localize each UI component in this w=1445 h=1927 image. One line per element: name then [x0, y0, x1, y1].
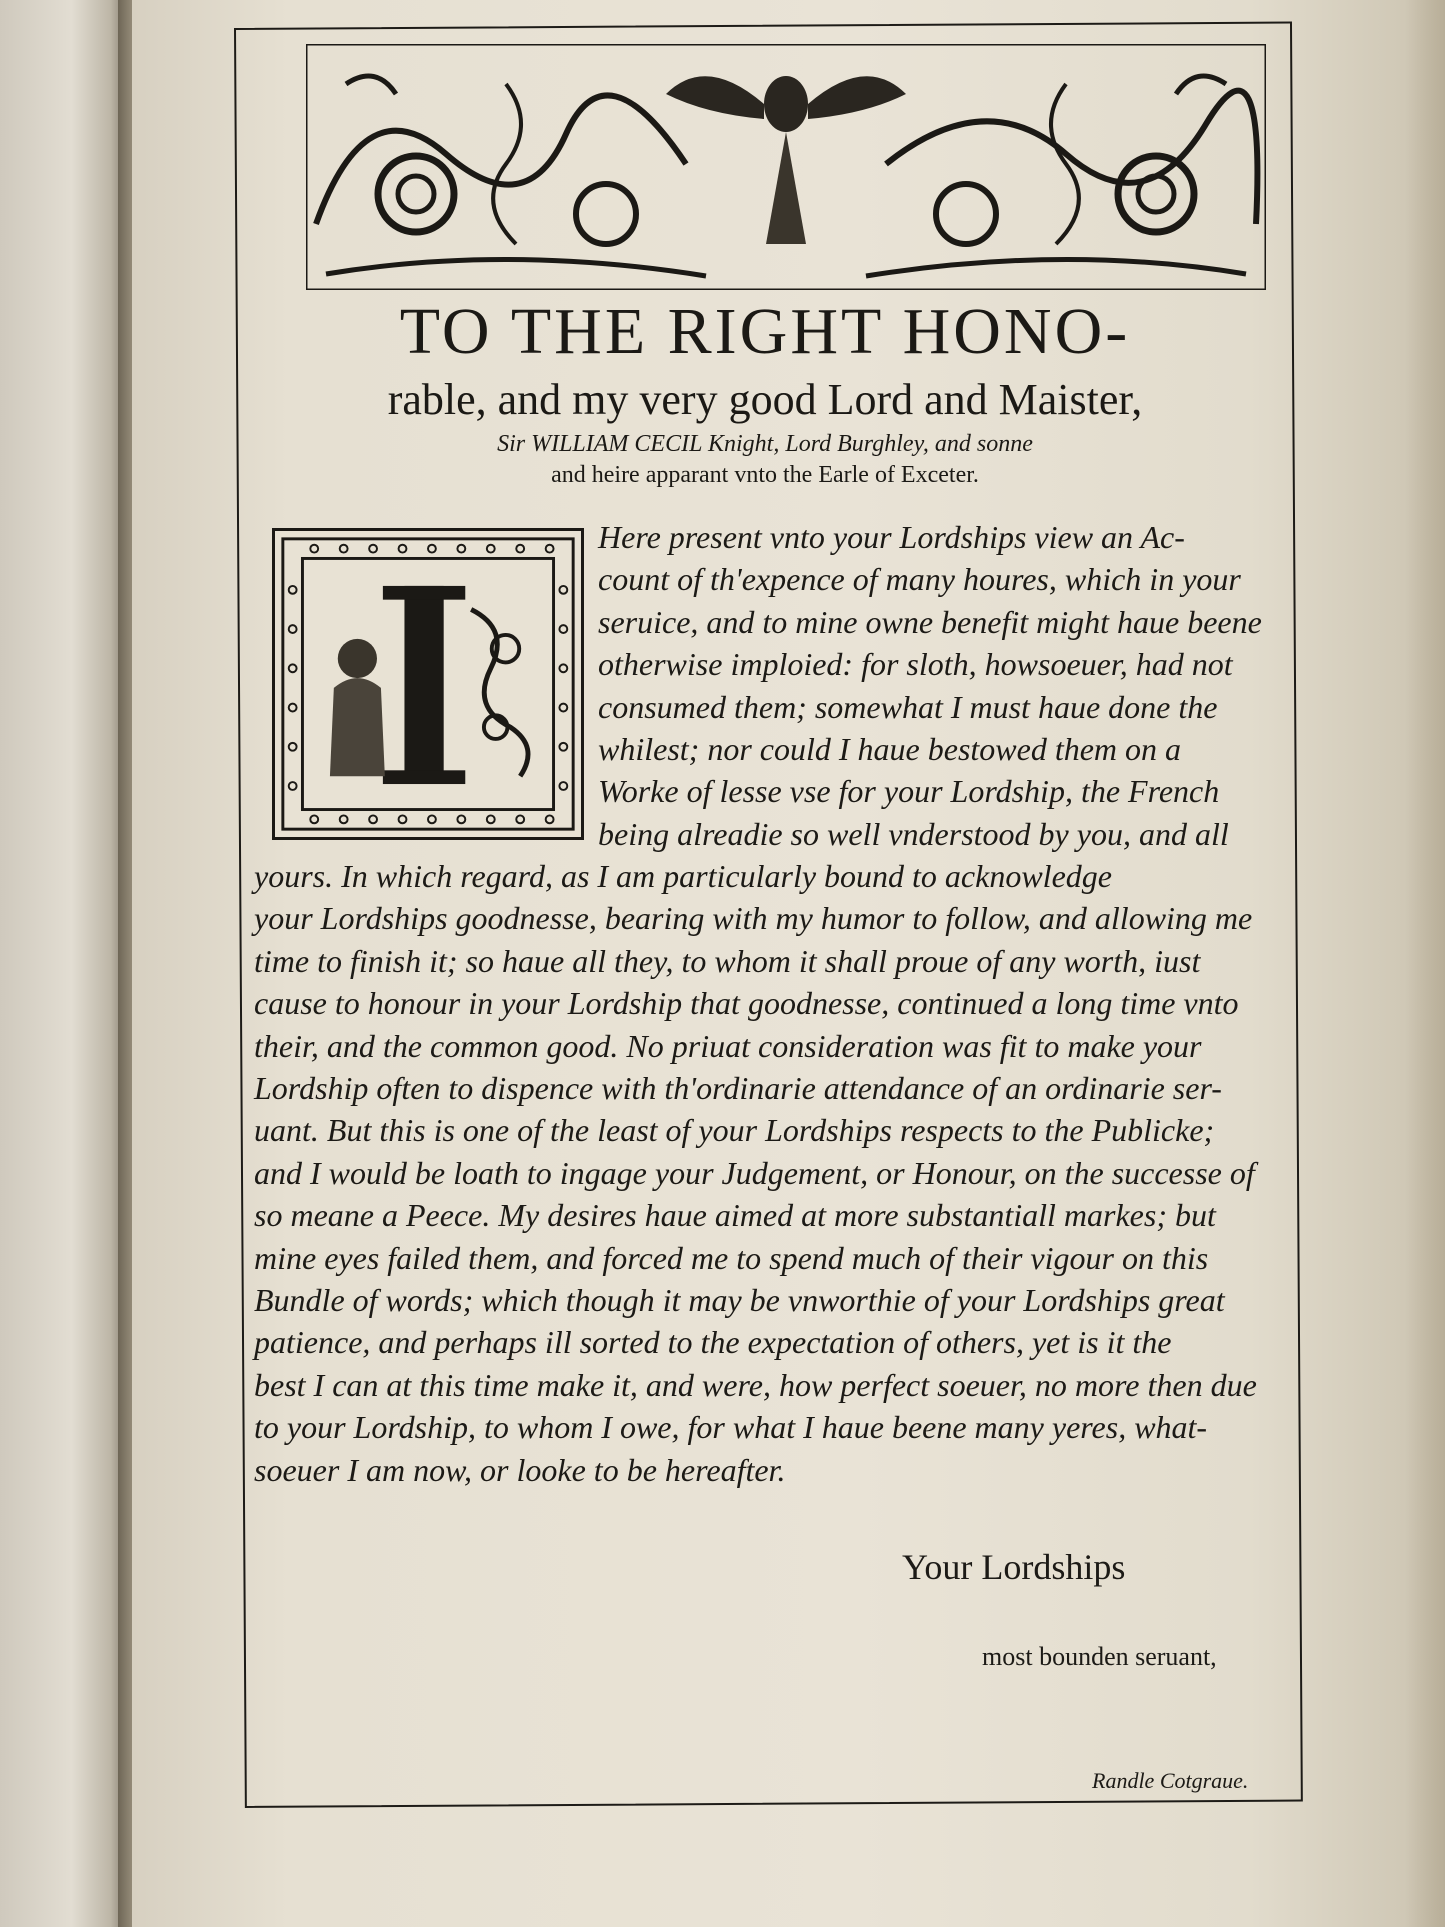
text-line: and I would be loath to ingage your Judgement, or Honour, on the successe of — [254, 1154, 1255, 1191]
text-line: being alreadie so well vnderstood by you, and all — [598, 815, 1229, 852]
author-signature: Randle Cotgraue. — [1092, 1768, 1249, 1793]
text-line: your Lordships goodnesse, bearing with my humor to follow, and allowing me — [254, 900, 1253, 937]
text-line: count of th'expence of many houres, which in your — [598, 561, 1241, 598]
text-line: patience, and perhaps ill sorted to the expectation of others, yet is it the — [254, 1324, 1172, 1361]
decorated-initial-I-icon — [275, 531, 581, 837]
text-line: to your Lordship, to whom I owe, for what I haue beene many yeres, what- — [254, 1409, 1208, 1446]
text-line: cause to honour in your Lordship that goodnesse, continued a long time vnto — [254, 985, 1239, 1022]
heading-line-1: TO THE RIGHT HONO- — [399, 295, 1131, 368]
text-line: time to finish it; so haue all they, to whom it shall proue of any worth, iust — [254, 942, 1201, 979]
text-line: yours. In which regard, as I am particularly bound to acknowledge — [254, 858, 1112, 894]
text-line: Lordship often to dispence with th'ordinarie attendance of an ordinarie ser- — [254, 1070, 1222, 1107]
text-line: consumed them; somewhat I must haue done the — [598, 688, 1218, 725]
left-page-edge — [0, 0, 130, 1927]
dedication-text-top — [598, 516, 1266, 855]
text-line: otherwise imploied: for sloth, howsoeuer, had not — [598, 646, 1233, 683]
text-line: Bundle of words; which though it may be vnworthie of your Lordships great — [254, 1282, 1225, 1319]
text-line: soeuer I am now, or looke to be hereafter. — [254, 1451, 786, 1488]
text-line: seruice, and to mine owne benefit might haue beene — [598, 603, 1262, 640]
ornamental-headpiece — [306, 44, 1266, 290]
text-line: mine eyes failed them, and forced me to spend much of their vigour on this — [254, 1239, 1209, 1276]
text-line: so meane a Peece. My desires haue aimed at more substantiall markes; but — [254, 1197, 1216, 1234]
text-line: best I can at this time make it, and were, how perfect soeuer, no more then due — [254, 1366, 1257, 1403]
text-line: whilest; nor could I haue bestowed them on a — [598, 731, 1182, 768]
page-edge-shadow — [1405, 0, 1445, 1927]
closing-salutation: Your Lordships — [902, 1547, 1126, 1587]
text-line: Here present vnto your Lordships view an Ac- — [598, 519, 1185, 555]
headpiece-woodcut-icon — [306, 44, 1266, 290]
text-line: uant. But this is one of the least of your Lordships respects to the Publicke; — [254, 1112, 1215, 1149]
text-line: their, and the common good. No priuat consideration was fit to make your — [254, 1027, 1202, 1064]
dedication-heading — [250, 292, 1280, 490]
closing-servant: most bounden seruant, — [982, 1642, 1217, 1671]
heading-line-4: and heire apparant vnto the Earle of Exceter. — [551, 462, 979, 488]
heading-line-2: rable, and my very good Lord and Maister, — [387, 375, 1143, 424]
decorated-initial — [272, 528, 584, 840]
heading-line-3: Sir WILLIAM CECIL Knight, Lord Burghley, and sonne — [497, 431, 1033, 457]
dedication-text-main — [254, 855, 1276, 1491]
text-line: Worke of lesse vse for your Lordship, the French — [598, 773, 1220, 810]
